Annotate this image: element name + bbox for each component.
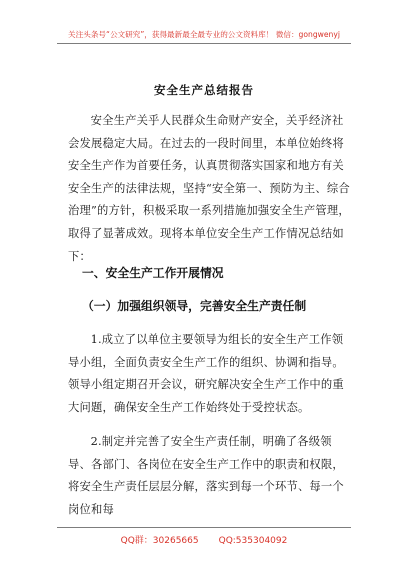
item-paragraph-2: 2.制定并完善了安全生产责任制，明确了各级领导、各部门、各岗位在安全生产工作中的职责和权限，将安全生产责任层层分解，落实到每一个环节、每一个岗位和每 [68,435,344,516]
intro-paragraph: 安全生产关乎人民群众生命财产安全，关乎经济社会发展稳定大局。在过去的一段时间里，本单位始终将安全生产作为首要任务，认真贯彻落实国家和地方有关安全生产的法律法规，坚持“安全第一、预防为主、综合治理”的方针，积极采取一系列措施加强安全生产管理，取得了显著成效。现将本单位安全生产工作情况总结如下： [68,114,350,263]
header-divider [57,43,351,44]
footer-divider [57,527,351,528]
header-banner: 关注头条号“公文研究”，获得最新最全最专业的公文资料库！ 微信：gongwenyj [68,30,340,39]
item-paragraph-1: 1.成立了以单位主要领导为组长的安全生产工作领导小组，全面负责安全生产工作的组织、协调和指导。领导小组定期召开会议，研究解决安全生产工作中的重大问题，确保安全生产工作始终处于受控状态。 [68,333,344,414]
section-heading: 一、安全生产工作开展情况 [82,266,224,280]
footer-contact [0,533,408,546]
subsection-heading: （一）加强组织领导，完善安全生产责任制 [82,299,307,313]
qq-number-text: QQ:535304092 [218,536,288,546]
document-title: 安全生产总结报告 [154,83,254,97]
qq-group-text: QQ群：30265665 [120,536,199,546]
